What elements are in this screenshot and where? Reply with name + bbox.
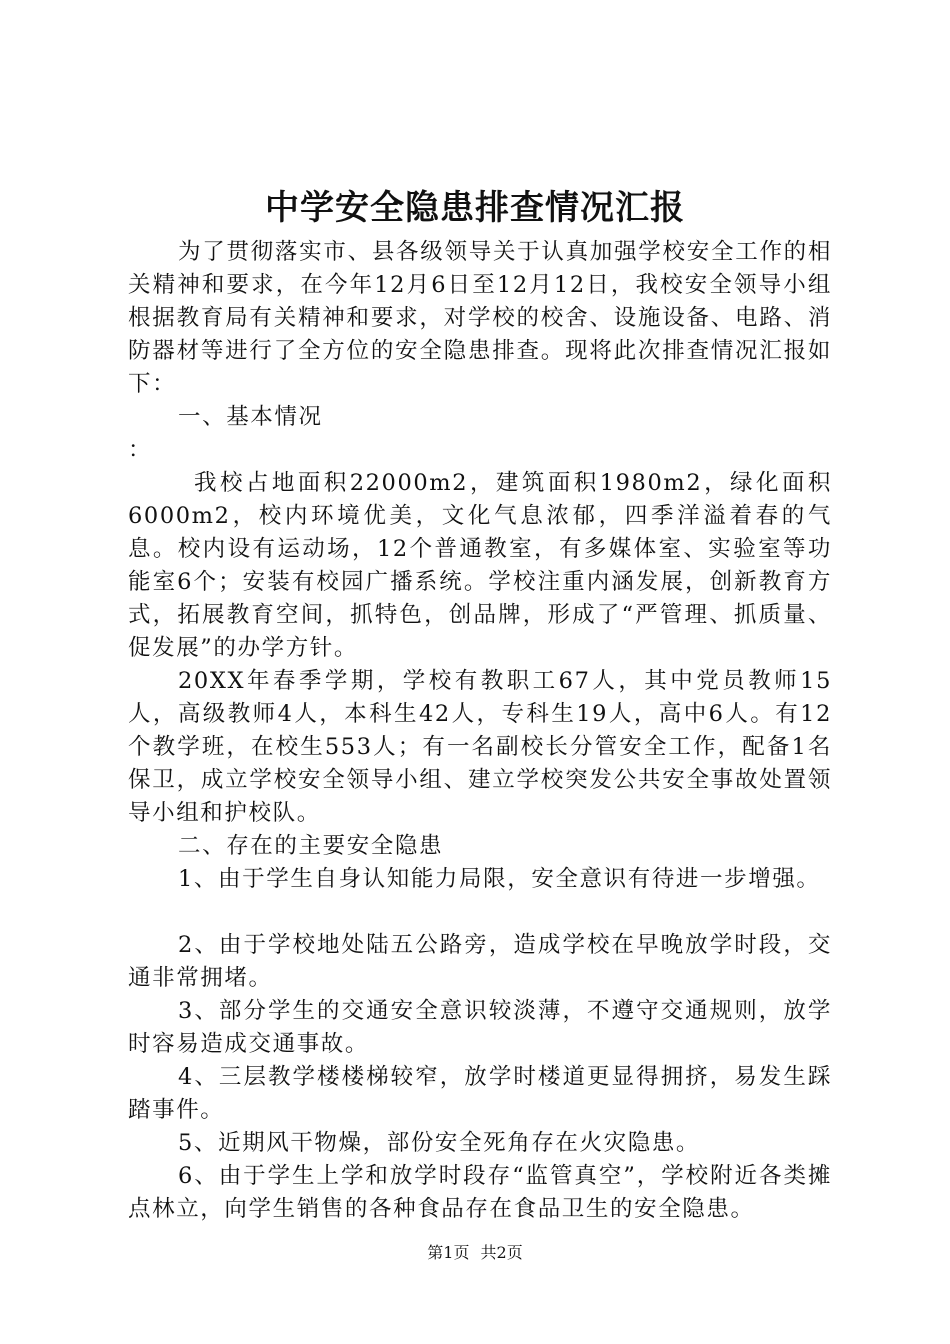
hazard-item-3: 3、部分学生的交通安全意识较淡薄，不遵守交通规则，放学时容易造成交通事故。: [128, 998, 832, 1057]
section-1-colon: ：: [128, 437, 153, 463]
document-title: 中学安全隐患排查情况汇报: [265, 188, 685, 228]
basic-info-paragraph: 我校占地面积22000m2，建筑面积1980m2，绿化面积6000m2，校内环境优美，文化气息浓郁，四季洋溢着春的气息。校内设有运动场，12个普通教室，有多媒体室、实验室等功能室6个；安装有校园广播系统。学校注重内涵发展，创新教育方式，拓展教育空间，抓特色，创品牌，形成了“严管理、抓质量、促发展”的办学方针。: [128, 470, 832, 661]
intro-paragraph: 为了贯彻落实市、县各级领导关于认真加强学校安全工作的相关精神和要求，在今年12月6日至12月12日，我校安全领导小组根据教育局有关精神和要求，对学校的校舍、设施设备、电路、消防器材等进行了全方位的安全隐患排查。现将此次排查情况汇报如下：: [128, 239, 832, 397]
page-number: 第1页: [427, 1243, 470, 1262]
hazard-item-4: 4、三层教学楼楼梯较窄，放学时楼道更显得拥挤，易发生踩踏事件。: [128, 1064, 832, 1123]
section-2-heading: 二、存在的主要安全隐患: [178, 833, 444, 859]
hazard-item-5: 5、近期风干物燥，部份安全死角存在火灾隐患。: [178, 1130, 701, 1156]
hazard-item-1: 1、由于学生自身认知能力局限，安全意识有待进一步增强。: [178, 866, 821, 892]
page-total: 共2页: [480, 1243, 523, 1262]
page-footer: [0, 1243, 950, 1263]
paragraph-gap: [128, 896, 832, 929]
hazard-item-6: 6、由于学生上学和放学时段存“监管真空”，学校附近各类摊点林立，向学生销售的各种食品存在食品卫生的安全隐患。: [128, 1163, 832, 1222]
document-body: [128, 236, 832, 1226]
section-1-heading: 一、基本情况: [178, 404, 323, 430]
hazard-item-2: 2、由于学校地处陆五公路旁，造成学校在早晚放学时段，交通非常拥堵。: [128, 932, 832, 991]
staff-info-paragraph: 20XX年春季学期，学校有教职工67人，其中党员教师15人，高级教师4人，本科生42人，专科生19人，高中6人。有12个教学班，在校生553人；有一名副校长分管安全工作，配备1名保卫，成立学校安全领导小组、建立学校突发公共安全事故处置领导小组和护校队。: [128, 668, 832, 826]
